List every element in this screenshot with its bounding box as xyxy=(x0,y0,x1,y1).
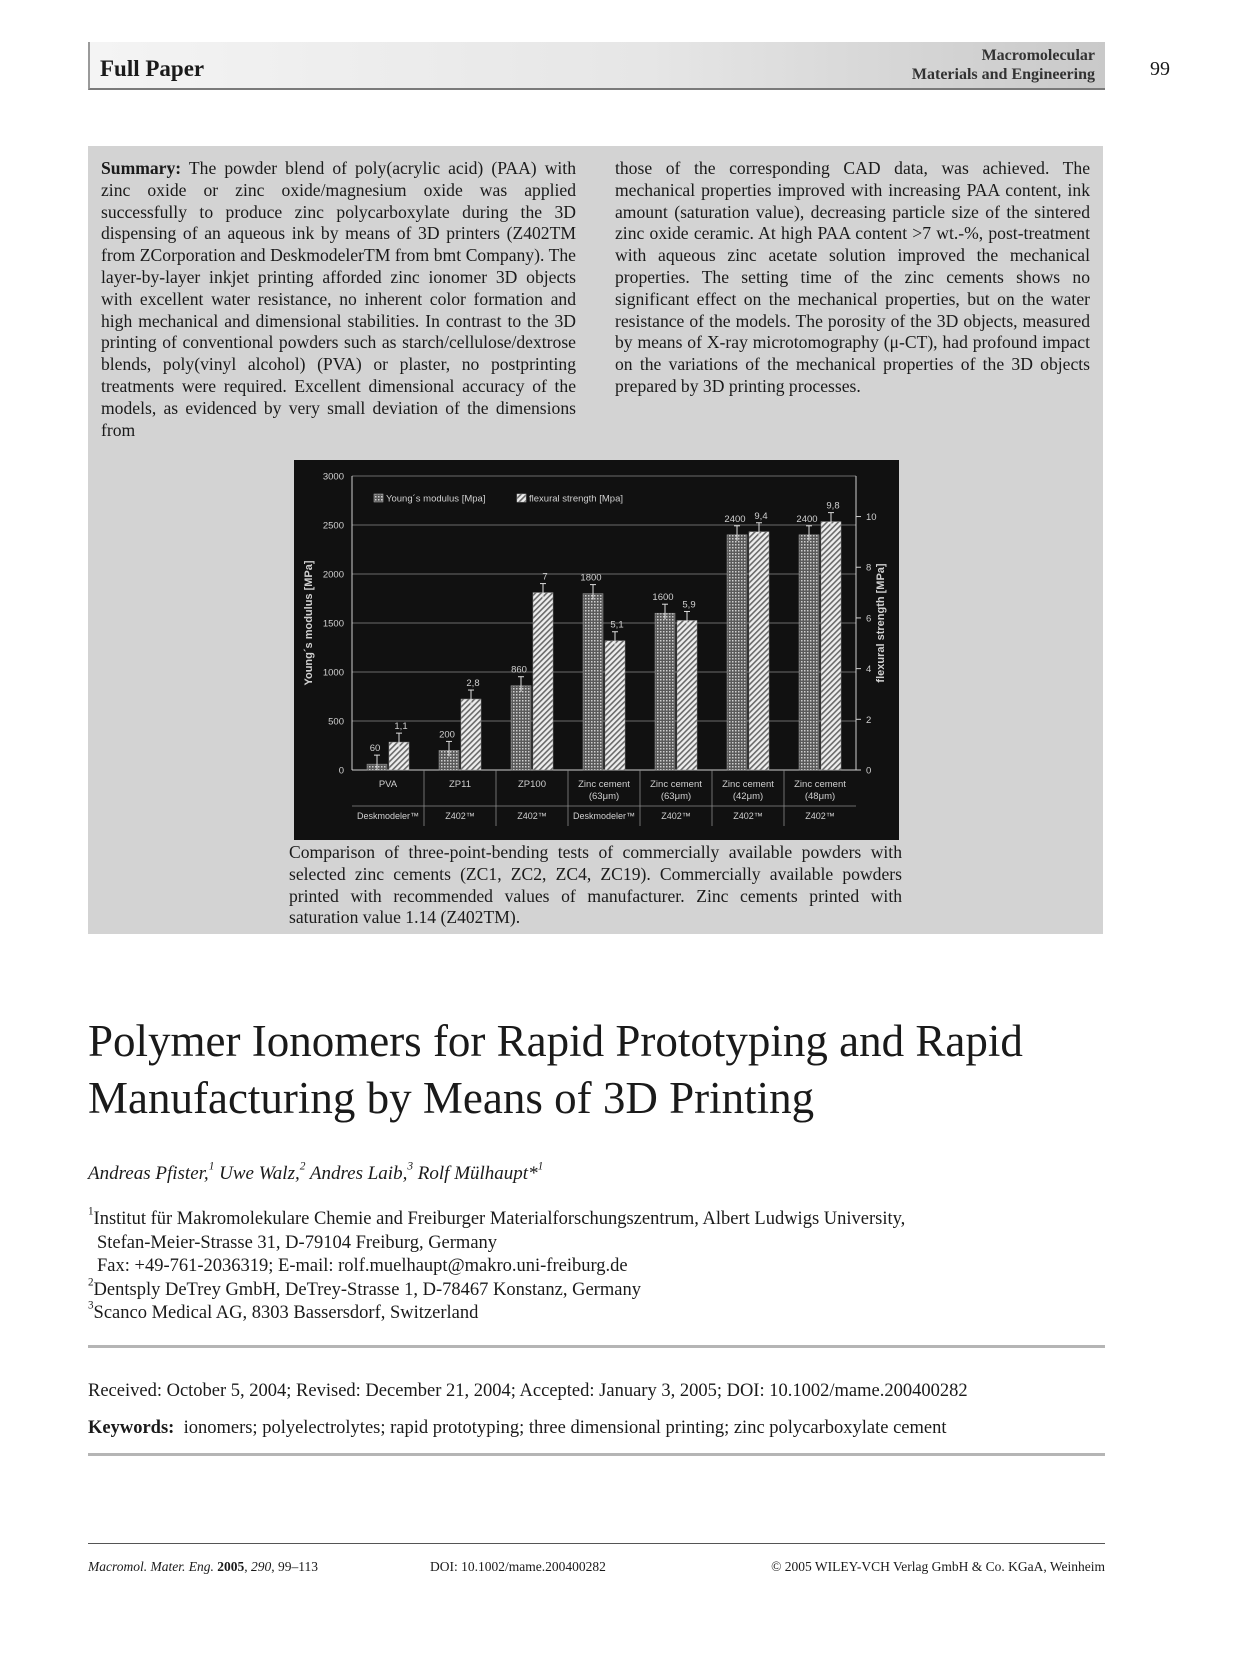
chart-printer-label: Z402™ xyxy=(733,811,763,821)
received-dates: Received: October 5, 2004; Revised: December 21, 2004; Accepted: January 3, 2005; DOI: 10.1002/mame.200400282 xyxy=(88,1381,968,1401)
chart-y-tick-label: 500 xyxy=(328,716,344,728)
chart-data-label: 2,8 xyxy=(466,678,480,690)
chart-data-label: 5,9 xyxy=(682,599,696,611)
chart-y2-tick-label: 6 xyxy=(866,613,872,625)
chart-bar-youngs-modulus xyxy=(583,594,603,770)
chart-x-tick-label: PVA xyxy=(378,779,398,790)
chart-x-tick-label-sub: (63μm) xyxy=(588,791,620,802)
footer-doi: DOI: 10.1002/mame.200400282 xyxy=(430,1559,606,1574)
author-name: Andreas Pfister, xyxy=(88,1163,209,1184)
chart-data-label: 860 xyxy=(511,664,527,676)
footer-rule xyxy=(88,1543,1105,1544)
chart-printer-label: Z402™ xyxy=(517,811,547,821)
journal-name xyxy=(912,46,1095,84)
chart-y2-tick-label: 8 xyxy=(866,562,872,574)
chart-bar-flexural-strength xyxy=(533,593,553,770)
affiliation-1 xyxy=(88,1205,906,1232)
chart-data-label: 2400 xyxy=(724,513,746,525)
chart-y-tick-label: 0 xyxy=(338,765,344,777)
bar-chart xyxy=(294,460,899,840)
legend-label: flexural strength [Mpa] xyxy=(529,493,623,505)
chart-data-label: 1800 xyxy=(580,572,602,584)
chart-x-tick-label-sub: (63μm) xyxy=(660,791,692,802)
chart-x-tick-label: Zinc cement xyxy=(794,779,846,790)
footer-citation: Macromol. Mater. Eng. 2005, 290, 99–113 xyxy=(88,1559,318,1574)
page-number: 99 xyxy=(1150,58,1170,80)
author-affiliation-mark: 1 xyxy=(537,1160,544,1173)
summary-box xyxy=(88,146,1103,934)
summary-right-column: those of the corresponding CAD data, was achieved. The mechanical properties improved with increasing PAA content, ink amount (saturation value), decreasing particle size of the sintered zinc oxide ceramic. At high PAA content >7 wt.-%, post-treatment with aqueous zinc acetate solution improved the mechanical properties. The setting time of the zinc cements shows no significant effect on the mechanical properties, but on the water resistance of the models. The porosity of the 3D objects, measured by means of X-ray microtomography (μ-CT), had profound impact on the variations of the mechanical properties of the 3D objects prepared by 3D printing processes. xyxy=(615,158,1090,396)
chart-data-label: 60 xyxy=(369,743,381,755)
chart-x-tick-label: ZP100 xyxy=(518,779,546,790)
article-title: Polymer Ionomers for Rapid Prototyping and Rapid Manufacturing by Means of 3D Printing xyxy=(88,1016,1023,1123)
chart-data-label: 9,4 xyxy=(754,510,768,522)
chart-data-label: 7 xyxy=(542,571,548,583)
chart-bar-youngs-modulus xyxy=(655,613,675,770)
affiliation-mark: 2 xyxy=(88,1276,94,1289)
footer-copyright: © 2005 WILEY-VCH Verlag GmbH & Co. KGaA, Weinheim xyxy=(771,1559,1105,1574)
chart-printer-label: Z402™ xyxy=(661,811,691,821)
author-affiliation-mark: 1 xyxy=(208,1160,215,1173)
figure-caption: Comparison of three-point-bending tests of commercially available powders with selected zinc cements (ZC1, ZC2, ZC4, ZC19). Commercially available powders printed with recommended values of manufacturer. Zinc cements printed with saturation value 1.14 (Z402TM). xyxy=(289,842,902,928)
chart-y2-axis-title: flexural strength [MPa] xyxy=(875,563,887,683)
affiliation-mark: 1 xyxy=(88,1205,94,1218)
legend-swatch-youngs-modulus xyxy=(374,494,383,502)
author-name: Andres Laib, xyxy=(309,1163,408,1184)
affiliation-3 xyxy=(88,1299,905,1326)
bar-chart-svg xyxy=(294,460,899,840)
chart-y2-tick-label: 0 xyxy=(866,765,872,777)
affiliation-1-contact: Fax: +49-761-2036319; E-mail: rolf.muelhaupt@makro.uni-freiburg.de xyxy=(97,1256,628,1276)
journal-name-line2: Materials and Engineering xyxy=(911,66,1095,83)
affiliation-text: Scanco Medical AG, 8303 Bassersdorf, Switzerland xyxy=(93,1303,479,1323)
chart-y-tick-label: 1500 xyxy=(322,618,344,630)
author-name: Rolf Mülhaupt* xyxy=(417,1163,538,1184)
affiliations xyxy=(88,1205,906,1326)
summary-label: Summary: xyxy=(101,158,182,178)
author-name: Uwe Walz, xyxy=(219,1163,300,1184)
author-affiliation-mark: 3 xyxy=(407,1160,414,1173)
chart-y-axis-title: Young´s modulus [MPa] xyxy=(303,560,315,686)
chart-bar-youngs-modulus xyxy=(727,535,747,770)
divider-bottom xyxy=(88,1453,1105,1456)
chart-y-tick-label: 2500 xyxy=(322,520,344,532)
chart-bar-flexural-strength xyxy=(605,641,625,770)
chart-bar-flexural-strength xyxy=(677,620,697,770)
footer-volume: 290 xyxy=(250,1559,272,1574)
affiliation-text: Institut für Makromolekulare Chemie and Freiburger Materialforschungszentrum, Albert Ludwigs University, xyxy=(93,1209,906,1229)
chart-printer-label: Deskmodeler™ xyxy=(356,811,420,821)
affiliation-2 xyxy=(88,1276,905,1303)
summary-left-column xyxy=(101,158,576,441)
chart-y2-tick-label: 10 xyxy=(866,512,877,524)
chart-printer-label: Z402™ xyxy=(445,811,475,821)
section-label: Full Paper xyxy=(100,56,205,81)
chart-data-label: 1600 xyxy=(652,592,674,604)
legend-label: Young´s modulus [Mpa] xyxy=(386,493,486,505)
chart-bar-flexural-strength xyxy=(749,532,769,770)
author-list xyxy=(88,1160,544,1185)
affiliation-1-address: Stefan-Meier-Strasse 31, D-79104 Freiburg, Germany xyxy=(97,1232,498,1253)
affiliation-mark: 3 xyxy=(88,1299,94,1312)
chart-bar-youngs-modulus xyxy=(799,535,819,770)
chart-printer-label: Z402™ xyxy=(805,811,835,821)
chart-y-tick-label: 3000 xyxy=(322,471,344,483)
chart-data-label: 2400 xyxy=(796,513,818,525)
journal-name-line1: Macromolecular xyxy=(981,47,1095,64)
chart-x-tick-label: Zinc cement xyxy=(722,779,774,790)
chart-bar-flexural-strength xyxy=(821,522,841,770)
chart-x-tick-label: ZP11 xyxy=(448,779,472,790)
chart-data-label: 5,1 xyxy=(610,619,624,631)
chart-y2-tick-label: 2 xyxy=(866,714,872,726)
chart-x-tick-label: Zinc cement xyxy=(578,779,630,790)
chart-x-tick-label-sub: (42μm) xyxy=(732,791,764,802)
divider-top xyxy=(88,1345,1105,1348)
chart-y2-tick-label: 4 xyxy=(866,664,872,676)
affiliation-text: Dentsply DeTrey GmbH, DeTrey-Strasse 1, D-78467 Konstanz, Germany xyxy=(93,1279,641,1300)
keywords-text: ionomers; polyelectrolytes; rapid prototyping; three dimensional printing; zinc polycarboxylate cement xyxy=(183,1418,947,1438)
footer-year: 2005 xyxy=(217,1559,245,1574)
chart-bar-flexural-strength xyxy=(461,699,481,770)
chart-x-tick-label-sub: (48μm) xyxy=(804,791,836,802)
author-affiliation-mark: 2 xyxy=(299,1160,306,1173)
footer-pages: , 99–113 xyxy=(271,1559,318,1574)
running-header xyxy=(88,42,1105,90)
keywords xyxy=(88,1418,947,1439)
chart-data-label: 1,1 xyxy=(394,721,408,733)
legend-swatch-flexural-strength xyxy=(517,494,526,502)
chart-x-tick-label: Zinc cement xyxy=(650,779,702,790)
chart-printer-label: Deskmodeler™ xyxy=(572,811,636,821)
chart-data-label: 9,8 xyxy=(826,500,840,512)
chart-y-tick-label: 2000 xyxy=(322,569,344,581)
chart-y-tick-label: 1000 xyxy=(322,667,344,679)
footer-journal: Macromol. Mater. Eng. xyxy=(88,1559,214,1574)
chart-data-label: 200 xyxy=(439,729,455,741)
summary-left-text: The powder blend of poly(acrylic acid) (PAA) with zinc oxide or zinc oxide/magnesium oxide was applied successfully to produce zinc polycarboxylate during the 3D dispensing of an aqueous ink by means of 3D printers (Z402TM from ZCorporation and DeskmodelerTM from bmt Company). The layer-by-layer inkjet printing afforded zinc ionomer 3D objects with excellent water resistance, no inherent color formation and high mechanical and dimensional stabilities. In contrast to the 3D printing of conventional powders such as starch/cellulose/dextrose blends, poly(vinyl alcohol) (PVA) or plaster, no postprinting treatments were required. Excellent dimensional accuracy of the models, as evidenced by very small deviation of the dimensions from xyxy=(101,158,576,440)
chart-bar-youngs-modulus xyxy=(511,686,531,770)
keywords-label: Keywords: xyxy=(88,1418,175,1438)
